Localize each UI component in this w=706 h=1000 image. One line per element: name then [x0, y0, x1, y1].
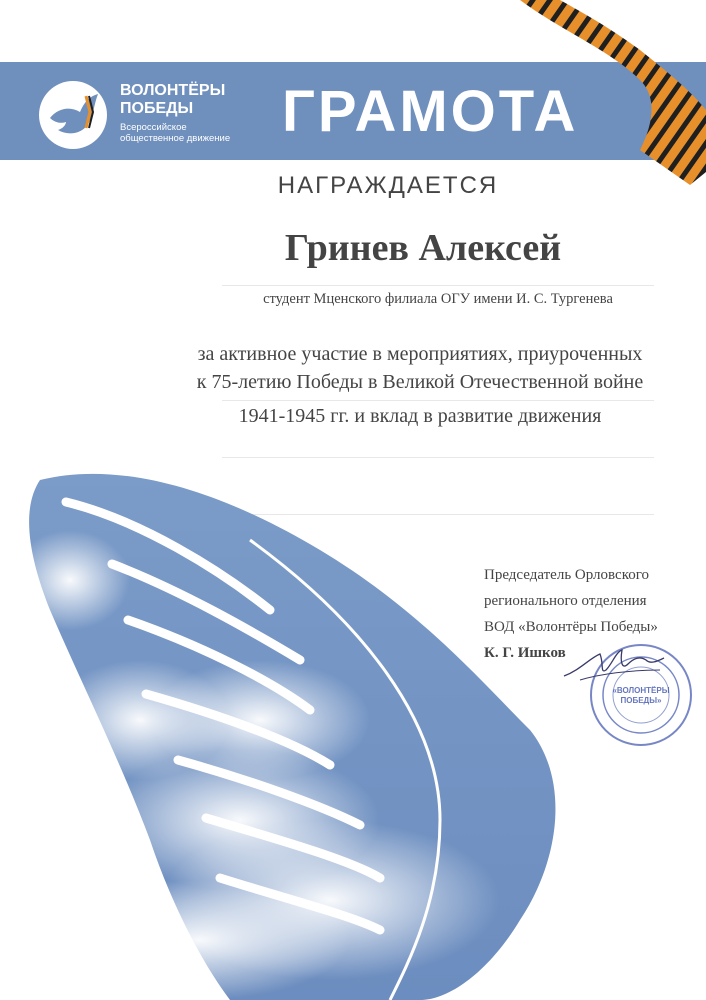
- divider-line: [222, 400, 654, 401]
- signatory-name: К. Г. Ишков: [484, 645, 566, 661]
- logo-title: [120, 82, 280, 118]
- reason-line-2: к 75-летию Победы в Великой Отечественной войне: [196, 371, 644, 393]
- signatory-line2: регионального отделения: [484, 593, 647, 609]
- recipient-info: студент Мценского филиала ОГУ имени И. С. Тургенева: [263, 291, 613, 307]
- logo-subtitle: [120, 122, 280, 144]
- svg-text:«ВОЛОНТЁРЫ: «ВОЛОНТЁРЫ: [612, 686, 670, 695]
- awarded-label: НАГРАЖДАЕТСЯ: [277, 172, 499, 199]
- reason-line-3: 1941-1945 гг. и вклад в развитие движения: [238, 405, 602, 427]
- reason-line-1: за активное участие в мероприятиях, приуроченных: [197, 343, 643, 365]
- svg-text:ПОБЕДЫ»: ПОБЕДЫ»: [620, 696, 662, 705]
- logo-sub-line1: Всероссийское: [120, 122, 187, 133]
- signatory-line3: ВОД «Волонтёры Победы»: [484, 619, 658, 635]
- divider-line: [222, 285, 654, 286]
- dove-emblem-icon: [36, 78, 110, 152]
- divider-line: [222, 457, 654, 458]
- logo-title-line2: ПОБЕДЫ: [120, 100, 194, 117]
- document-title: ГРАМОТА: [282, 79, 579, 144]
- award-reason: [170, 340, 670, 430]
- logo-title-line1: ВОЛОНТЁРЫ: [120, 82, 226, 99]
- signatory-line1: Председатель Орловского: [484, 567, 649, 583]
- logo-sub-line2: общественное движение: [120, 133, 231, 144]
- organization-logo: [36, 78, 266, 148]
- handwritten-signature: [560, 640, 670, 690]
- recipient-name: Гринев Алексей: [284, 227, 562, 269]
